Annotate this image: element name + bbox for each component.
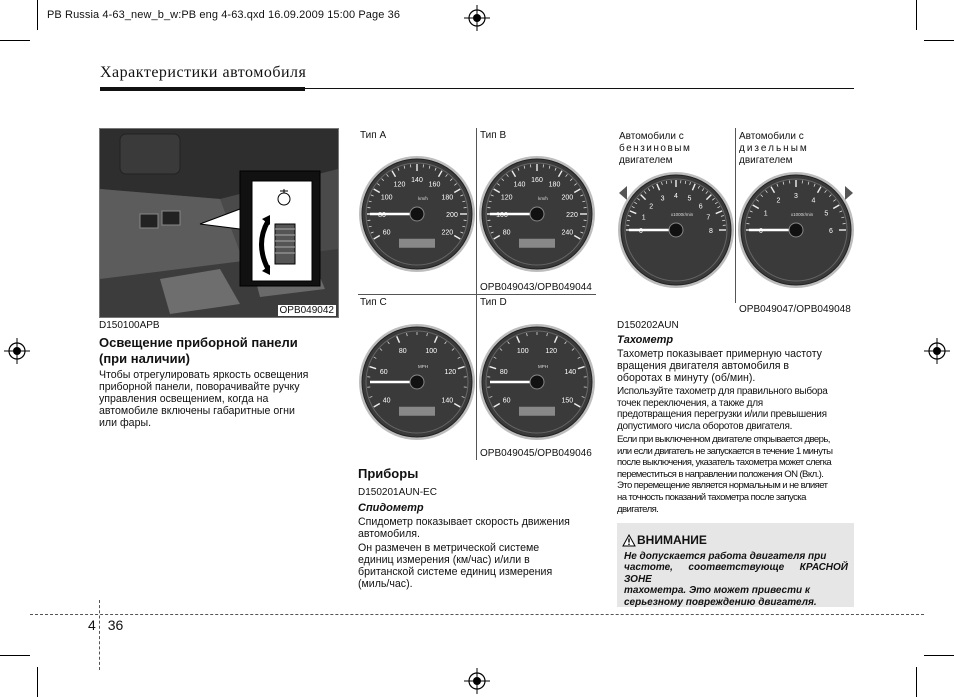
text-line: вращения двигателя автомобиля в: [617, 360, 790, 372]
gauge-scale-label: 80: [378, 212, 386, 219]
section-title: (при наличии): [99, 351, 190, 366]
text-line: допустимого числа оборотов двигателя.: [617, 420, 793, 432]
crop-mark: [924, 655, 954, 656]
lighting-paragraph: [99, 369, 337, 429]
gauge-scale-label: 4: [811, 197, 816, 205]
section-title: Приборы: [358, 466, 419, 481]
section-code: D150202AUN: [617, 320, 679, 331]
dashboard-photo-figure: [99, 128, 339, 318]
gauge-odometer: [519, 239, 555, 248]
page-number: [88, 617, 123, 633]
label-line: Автомобили с: [739, 131, 804, 142]
gauge-scale-label: 1: [641, 214, 646, 222]
registration-mark-icon: [464, 668, 490, 694]
text-line: Он размечен в метрической системе: [358, 542, 540, 554]
gauge-scale-label: 120: [500, 194, 513, 202]
gauge-scale-label: 140: [441, 397, 454, 405]
gauge-odometer: [399, 239, 435, 248]
gauge-scale-label: 1: [763, 210, 768, 218]
type-d-label: Тип D: [480, 297, 507, 308]
label-line: дизельным: [739, 143, 809, 154]
text-line: Не допускается работа двигателя при: [624, 551, 827, 562]
crop-mark: [37, 0, 38, 30]
page-number-value: 36: [107, 617, 124, 633]
gauge-unit-label: x1000r/min: [670, 212, 694, 217]
figure-code: OPB049043/OPB049044: [480, 282, 592, 293]
text-line: серьезному повреждению двигателя.: [624, 596, 817, 608]
page-title: Характеристики автомобиля: [100, 64, 307, 81]
gauge-scale-label: 60: [382, 229, 391, 237]
section-title: Освещение приборной панели: [99, 335, 298, 350]
tachometer-paragraph: [617, 348, 855, 384]
gauge-scale-label: 60: [379, 369, 388, 377]
header-rule: [305, 88, 854, 89]
gauge-scale-label: 8: [709, 228, 713, 235]
text-line: или фары.: [99, 417, 152, 429]
gauge-scale-label: 60: [502, 397, 511, 405]
arrow-right-icon: [845, 186, 853, 200]
gauge-scale-label: 2: [776, 197, 781, 205]
gauge-scale-label: 6: [829, 228, 833, 235]
section-code: D150201AUN-EC: [358, 487, 437, 498]
crop-mark: [0, 40, 30, 41]
registration-mark-icon: [4, 338, 30, 364]
text-line: (миль/час).: [358, 578, 413, 590]
text-line: Если при выключенном двигателе открывается дверь,: [617, 434, 830, 445]
gauge-unit-label: x1000r/min: [790, 212, 814, 217]
label-line: бензиновым: [619, 143, 692, 154]
text-line: на точность показаний тахометра после запуска: [617, 491, 806, 503]
tachometer-figure: [617, 128, 855, 316]
gauge-unit-label: km/h: [538, 196, 548, 201]
gauge-scale-label: 4: [674, 193, 678, 200]
chapter-number: 4: [88, 617, 96, 633]
figure-code: OPB049045/OPB049046: [480, 448, 592, 459]
text-line: или если двигатель не запускается в течение 1 минуты: [617, 445, 833, 457]
text-line: двигателя.: [617, 503, 659, 515]
gauge-scale-label: 240: [561, 229, 574, 237]
gauge-scale-label: 80: [499, 369, 508, 377]
gauge-odometer: [399, 407, 435, 416]
speedometer-figure: [358, 128, 596, 460]
gauge-scale-label: 40: [382, 397, 391, 405]
gauge-scale-label: 80: [398, 348, 407, 356]
gauge-scale-label: 100: [496, 212, 508, 219]
gauge-scale-label: 0: [759, 228, 763, 235]
gauge-scale-label: 120: [444, 369, 457, 377]
footer-divider: [99, 600, 100, 670]
dashboard-photo: [100, 129, 338, 317]
speedometer-gauges: [358, 128, 596, 460]
gauge-scale-label: 180: [441, 194, 454, 202]
text-line: точек переключения, а также для: [617, 397, 763, 409]
type-a-label: Тип A: [360, 130, 387, 141]
gauge-odometer: [519, 407, 555, 416]
warning-text: [624, 551, 848, 608]
text-line: Тахометр показывает примерную частоту: [617, 348, 822, 360]
label-line: двигателем: [739, 155, 793, 166]
gauge-scale-label: 200: [446, 212, 458, 219]
warning-icon: [622, 534, 636, 547]
gauge-hub: [669, 223, 683, 237]
text-line: переместиться в направлении положения ON (Вкл.).: [617, 468, 824, 480]
gauge-hub: [530, 207, 544, 221]
text-line: приборной панели, поворачивайте ручку: [99, 381, 300, 393]
gauge-hub: [530, 375, 544, 389]
crop-mark: [37, 667, 38, 697]
speedometer-paragraph: [358, 516, 596, 540]
gauge-scale-label: 160: [531, 177, 543, 184]
text-line: управления освещением, когда на: [99, 393, 269, 405]
gauge-hub: [410, 375, 424, 389]
text-line: Спидометр показывает скорость движения: [358, 516, 570, 528]
registration-mark-icon: [464, 5, 490, 31]
registration-mark-icon: [924, 338, 950, 364]
gauge-scale-label: 5: [687, 195, 692, 203]
gauge-scale-label: 3: [660, 195, 665, 203]
print-slug: PB Russia 4-63_new_b_w:PB eng 4-63.qxd 16.09.2009 15:00 Page 36: [47, 9, 401, 21]
section-code: D150100APB: [99, 320, 160, 331]
gauge-scale-label: 100: [380, 194, 393, 202]
gauge-scale-label: 140: [411, 177, 423, 184]
gauge-scale-label: 80: [502, 229, 511, 237]
text-line: единиц измерения (км/час) и/или в: [358, 554, 530, 566]
crop-mark: [0, 655, 30, 656]
gauge-scale-label: 100: [516, 348, 529, 356]
text-line: автомобиле включены габаритные огни: [99, 405, 295, 417]
header-bar: [100, 87, 305, 91]
crop-mark: [924, 40, 954, 41]
tachometer-paragraph: [617, 434, 855, 515]
gauge-hub: [410, 207, 424, 221]
text-line: Используйте тахометр для правильного выбора: [617, 386, 828, 397]
gauge-scale-label: 5: [824, 210, 829, 218]
gauge-scale-label: 100: [425, 348, 438, 356]
gauge-unit-label: km/h: [418, 196, 428, 201]
tachometer-gauges: [617, 128, 855, 316]
text-line: тахометра. Это может привести к: [624, 585, 810, 597]
gauge-scale-label: 3: [794, 193, 798, 200]
gauge-scale-label: 220: [441, 229, 454, 237]
gauge-scale-label: 160: [428, 181, 441, 189]
text-line: Это перемещение является нормальным и не влияет: [617, 480, 828, 492]
gauge-scale-label: 120: [545, 348, 558, 356]
gauge-scale-label: 220: [566, 212, 578, 219]
tachometer-paragraph: [617, 386, 855, 432]
type-c-label: Тип C: [360, 297, 387, 308]
label-line: Автомобили с: [619, 131, 684, 142]
arrow-left-icon: [619, 186, 627, 200]
text-line: автомобиля.: [358, 528, 420, 540]
crop-mark: [916, 0, 917, 30]
gauge-unit-label: MPH: [418, 364, 428, 369]
gauge-scale-label: 120: [393, 181, 406, 189]
speedometer-paragraph: [358, 542, 596, 590]
gauge-scale-label: 6: [698, 203, 703, 211]
text-line: частоте, соответствующе КРАСНОЙ ЗОНЕ: [624, 562, 848, 585]
gauge-scale-label: 140: [564, 369, 577, 377]
text-line: Чтобы отрегулировать яркость освещения: [99, 369, 309, 381]
gauge-unit-label: MPH: [538, 364, 548, 369]
gauge-scale-label: 140: [513, 181, 526, 189]
gauge-scale-label: 200: [561, 194, 574, 202]
footer-rule: [30, 614, 924, 615]
gauge-scale-label: 180: [548, 181, 561, 189]
text-line: после выключения, указатель тахометра может слегка: [617, 457, 832, 469]
gauge-scale-label: 2: [649, 203, 654, 211]
gauge-hub: [789, 223, 803, 237]
gauge-scale-label: 150: [561, 397, 574, 405]
crop-mark: [916, 667, 917, 697]
type-b-label: Тип B: [480, 130, 507, 141]
warning-title: ВНИМАНИЕ: [637, 533, 707, 547]
gauge-scale-label: 7: [706, 214, 711, 222]
warning-box: [617, 523, 854, 607]
text-line: британской системе единиц измерения: [358, 566, 553, 578]
text-line: предотвращения перегрузки и/или превышения: [617, 409, 827, 421]
subsection-title: Спидометр: [358, 502, 424, 514]
subsection-title: Тахометр: [617, 334, 674, 346]
gauge-scale-label: 0: [639, 228, 643, 235]
label-line: двигателем: [619, 155, 673, 166]
figure-code: OPB049042: [279, 305, 334, 316]
text-line: оборотах в минуту (об/мин).: [617, 372, 756, 384]
figure-code: OPB049047/OPB049048: [739, 304, 851, 315]
